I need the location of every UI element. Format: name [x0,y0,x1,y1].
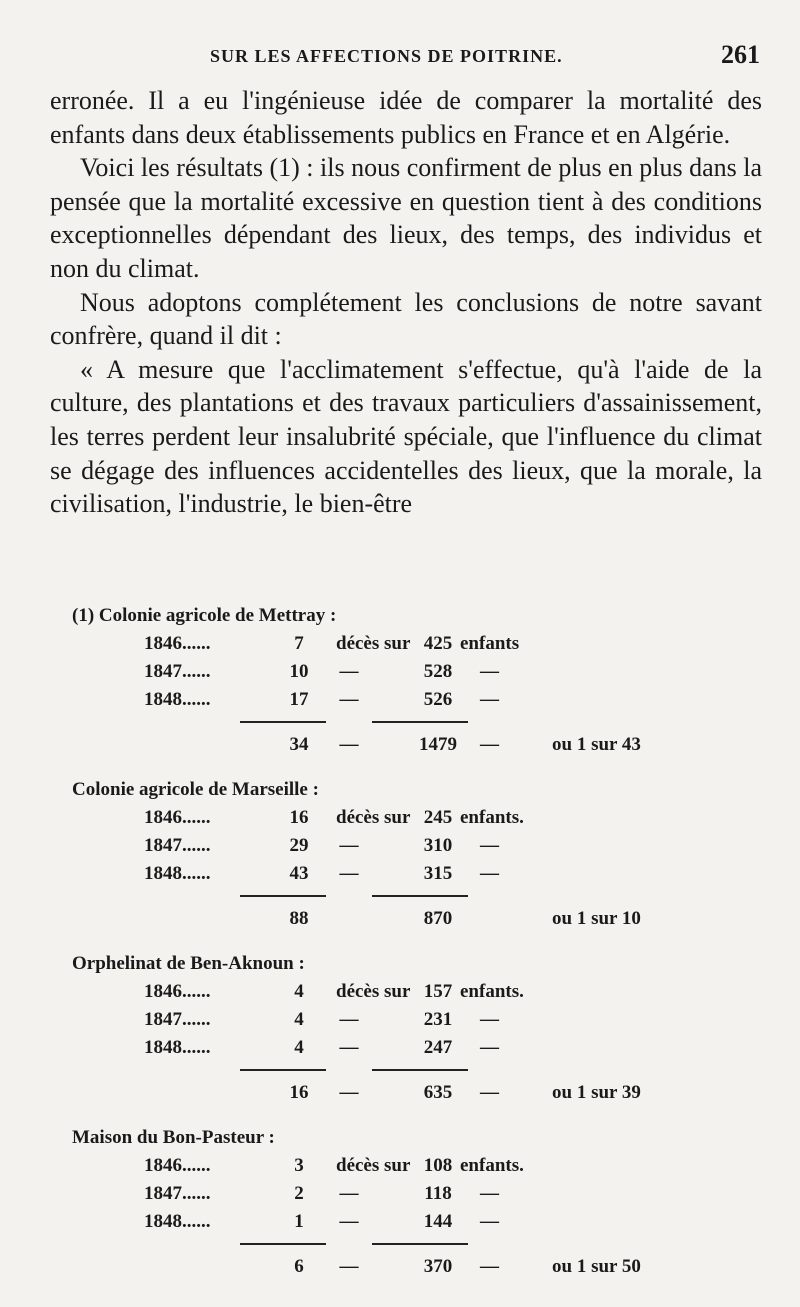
deaths-label: décès sur [336,633,411,654]
year-row [72,804,762,832]
children-label: — [480,1037,499,1058]
sum-rule [372,895,468,897]
children-total-cell: 425 [423,633,453,654]
year-row [72,860,762,888]
institution-title: (1) Colonie agricole de Mettray : [72,605,337,626]
mortality-ratio: ou 1 sur 10 [552,908,641,929]
children-label: — [480,689,499,710]
deaths-cell: 16 [289,807,309,828]
sum-deaths: 6 [294,1256,304,1277]
year-row [72,1034,762,1062]
sum-dash: — [339,734,359,755]
sum-dash: — [480,1082,499,1103]
page-number: 261 [721,40,760,69]
year-row [72,1152,762,1180]
year-row [72,686,762,714]
year-row [72,630,762,658]
year-cell: 1846...... [144,633,211,654]
year-cell: 1846...... [144,981,211,1002]
sum-rule [240,895,326,897]
children-total-cell: 157 [423,981,453,1002]
sum-rule [372,721,468,723]
year-row [72,978,762,1006]
children-total-cell: 231 [423,1009,453,1030]
deaths-cell: 7 [294,633,304,654]
sum-dash: — [339,1082,359,1103]
page-header [50,40,760,80]
deaths-cell: 43 [289,863,309,884]
sum-dash: — [480,734,499,755]
children-total-cell: 245 [423,807,453,828]
year-cell: 1847...... [144,1183,211,1204]
children-total-cell: 118 [424,1183,452,1204]
children-label: — [480,863,499,884]
running-head: SUR LES AFFECTIONS DE POITRINE. [210,46,563,66]
sum-row [72,902,762,936]
deaths-label: décès sur [336,981,411,1002]
paragraph: erronée. Il a eu l'ingénieuse idée de comparer la mortalité des enfants dans deux établissements publics en France et en Algérie. [50,86,762,149]
sum-dash: — [480,1256,499,1277]
deaths-cell: 29 [289,835,309,856]
body-text [50,84,762,521]
sum-deaths: 34 [289,734,309,755]
sum-rule [372,1069,468,1071]
mortality-ratio: ou 1 sur 50 [552,1256,641,1277]
children-label: enfants [460,633,520,654]
children-total-cell: 528 [423,661,453,682]
year-cell: 1846...... [144,1155,211,1176]
mortality-ratio: ou 1 sur 43 [552,734,641,755]
year-cell: 1847...... [144,835,211,856]
sum-total: 870 [423,908,453,929]
year-row [72,832,762,860]
sum-rule [372,1243,468,1245]
deaths-label: — [339,689,359,710]
sum-rule [240,1243,326,1245]
sum-dash: — [339,1256,359,1277]
children-total-cell: 526 [423,689,453,710]
deaths-label: — [339,1183,359,1204]
sum-row [72,1250,762,1284]
sum-row [72,728,762,762]
institution-title: Orphelinat de Ben-Aknoun : [72,953,305,974]
deaths-cell: 4 [294,981,304,1002]
deaths-label: — [339,1009,359,1030]
year-row [72,1208,762,1236]
deaths-label: — [339,835,359,856]
year-cell: 1848...... [144,863,211,884]
sum-rule [240,1069,326,1071]
children-total-cell: 310 [423,835,453,856]
children-label: enfants. [460,981,524,1002]
year-cell: 1847...... [144,1009,211,1030]
sum-rules [72,1062,762,1076]
institution-title: Maison du Bon-Pasteur : [72,1127,275,1148]
institution-title: Colonie agricole de Marseille : [72,779,319,800]
sum-total: 1479 [419,734,457,755]
children-label: — [480,1183,499,1204]
sum-deaths: 88 [289,908,309,929]
paragraph: « A mesure que l'acclimatement s'effectue, qu'à l'aide de la culture, des plantations et des travaux particuliers d'assainissement, les terres perdent leur insalubrité spéciale, que l'influence du climat se dégage des influences accidentelles des lieux, que la morale, la civilisation, l'industrie, le bien-être [50,354,762,519]
children-total-cell: 315 [423,863,453,884]
children-label: — [480,1009,499,1030]
children-label: enfants. [460,1155,524,1176]
children-label: — [480,835,499,856]
sum-row [72,1076,762,1110]
deaths-cell: 1 [294,1211,304,1232]
mortality-ratio: ou 1 sur 39 [552,1082,641,1103]
sum-deaths: 16 [289,1082,309,1103]
deaths-cell: 17 [289,689,309,710]
year-cell: 1848...... [144,1211,211,1232]
children-label: enfants. [460,807,524,828]
children-label: — [480,1211,499,1232]
sum-total: 370 [423,1256,453,1277]
year-cell: 1848...... [144,689,211,710]
deaths-cell: 10 [289,661,309,682]
children-total-cell: 247 [423,1037,453,1058]
year-row [72,658,762,686]
sum-rules [72,888,762,902]
children-total-cell: 108 [423,1155,453,1176]
paragraph: Voici les résultats (1) : ils nous confirment de plus en plus dans la pensée que la mortalité excessive en question tient à des conditions exceptionnelles dépendant des lieux, des temps, des individus et non du climat. [50,153,762,283]
sum-rules [72,1236,762,1250]
paragraph: Nous adoptons complétement les conclusions de notre savant confrère, quand il dit : [50,287,762,351]
deaths-label: — [339,1037,359,1058]
footnote-table [72,602,762,1284]
year-cell: 1847...... [144,661,211,682]
deaths-label: décès sur [336,1155,411,1176]
deaths-label: — [339,661,359,682]
year-row [72,1180,762,1208]
children-label: — [480,661,499,682]
year-row [72,1006,762,1034]
year-cell: 1846...... [144,807,211,828]
sum-rule [240,721,326,723]
sum-total: 635 [423,1082,453,1103]
sum-rules [72,714,762,728]
children-total-cell: 144 [423,1211,453,1232]
year-cell: 1848...... [144,1037,211,1058]
deaths-cell: 4 [294,1009,304,1030]
deaths-cell: 2 [294,1183,304,1204]
deaths-label: décès sur [336,807,411,828]
deaths-cell: 3 [294,1155,304,1176]
deaths-cell: 4 [294,1037,304,1058]
deaths-label: — [339,1211,359,1232]
deaths-label: — [339,863,359,884]
